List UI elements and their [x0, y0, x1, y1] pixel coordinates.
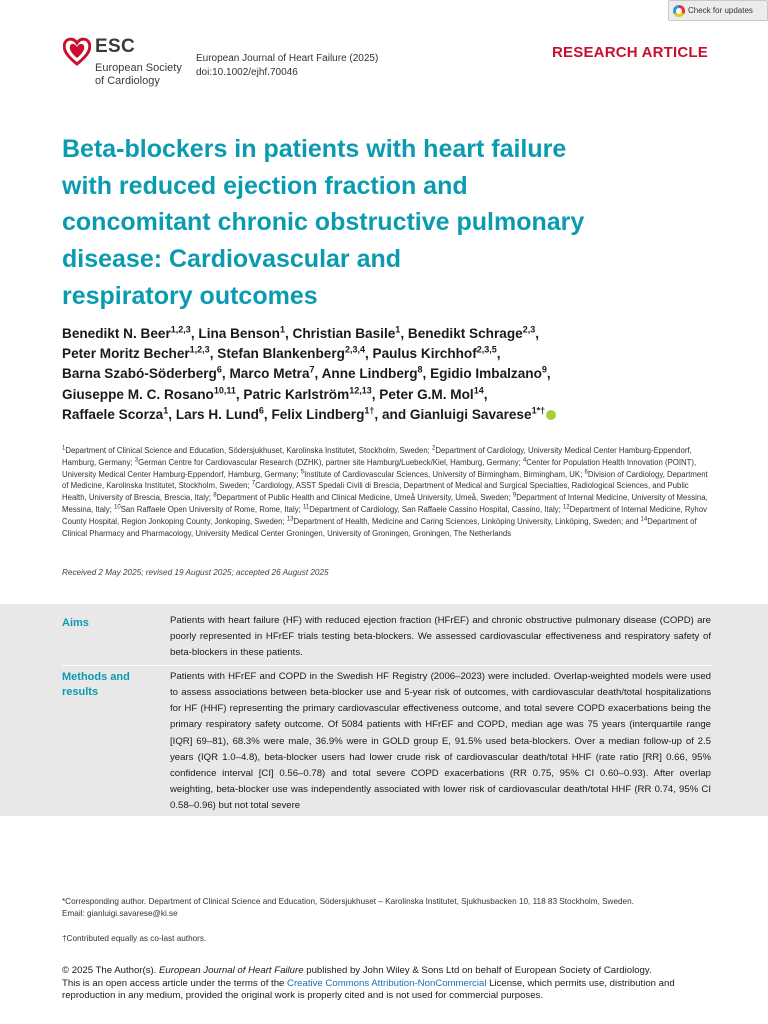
license-link[interactable]: Creative Commons Attribution-NonCommercial: [287, 977, 487, 989]
methods-text: Patients with HFrEF and COPD in the Swedish HF Registry (2006–2023) were included. Overlap-weighted models were used to assess associations between beta-blocker use and 5-year risk of outcomes, with cardiovascular death/total hospitalizations for HF (HHF) representing the primary cardiovascular effectiveness outcome, and total severe COPD exacerbations being the primary respiratory safety outcome. Of 5084 patients with HFrEF and COPD, median age was 75 years (interquartile range [IQR] 69–81), 68.3% were male, 36.9% were in GOLD group E, 91.5% used beta-blockers. Over a median follow-up of 2.5 years (IQR 1.0–4.8), beta-blocker users had lower crude risk of cardiovascular death/total HHF (rate ratio [RR] 0.66, 95% confidence interval [CI] 0.56–0.78) and total severe COPD exacerbations (RR 0.75, 95% CI 0.60–0.93). After overlap weighting, beta-blocker use was independently associated with lower risk of cardiovascular death/total HHF (RR 0.74, 95% CI 0.58–0.96) but not total severe: [170, 671, 711, 812]
author-name[interactable]: Patric Karlström: [243, 386, 350, 402]
author-separator: ,: [209, 346, 218, 362]
affiliation-sup: 8: [213, 492, 217, 499]
author-line: [62, 324, 712, 344]
author-affiliation-sup: 1: [163, 405, 169, 416]
affiliations: [62, 445, 714, 539]
affiliation-sup: 3: [134, 457, 139, 464]
aims-label: Aims: [62, 617, 89, 629]
author-separator: ,: [263, 406, 272, 422]
aims-text: Patients with heart failure (HF) with reduced ejection fraction (HFrEF) and chronic obstructive pulmonary disease (COPD) are poorly represented in HFrEF trials testing beta-blockers. We assessed cardiovascular effectiveness and respiratory safety of beta-blockers in these patients.: [170, 615, 711, 659]
author-separator: ,: [400, 326, 408, 341]
author-name[interactable]: Egidio Imbalzano: [430, 366, 542, 382]
affiliation-text: Department of Cardiology, University Medical Center Hamburg-Eppendorf, Hamburg, Germany;: [62, 446, 692, 467]
affiliation-text: Department of Internal Medicine, Ryhov County Hospital, Region Jonkoping County, Jonkoping, Sweden;: [62, 504, 707, 526]
author-name[interactable]: Lars H. Lund: [175, 406, 259, 422]
author-affiliation-sup: 1,2,3: [170, 324, 191, 335]
orcid-icon[interactable]: [546, 410, 556, 420]
author-affiliation-sup: 1*†: [531, 405, 546, 416]
author-name[interactable]: Gianluigi Savarese: [409, 406, 532, 422]
author-affiliation-sup: 12,13: [349, 385, 372, 396]
author-affiliation-sup: 10,11: [213, 385, 236, 396]
author-separator: ,: [190, 326, 199, 341]
author-name[interactable]: Giuseppe M. C. Rosano: [62, 386, 214, 402]
author-affiliation-sup: 1: [279, 324, 285, 335]
affiliation-text: Institute of Cardiovascular Sciences, University of Birmingham, Birmingham, UK;: [304, 469, 585, 479]
author-name[interactable]: Barna Szabó-Söderberg: [62, 366, 217, 382]
affiliation-text: Center for Population Health Innovation (POINT), University Medical Center Hamburg-Eppendorf, Hamburg, Germany;: [62, 457, 697, 479]
author-separator: ,: [168, 406, 176, 422]
author-separator: ,: [371, 386, 380, 402]
esc-logo: [63, 36, 193, 91]
abstract-divider: [62, 665, 711, 666]
correspondence: [62, 896, 722, 919]
author-list: [62, 324, 712, 425]
author-affiliation-sup: 1: [395, 324, 401, 335]
author-affiliation-sup: 7: [309, 364, 315, 375]
author-separator: ,: [364, 346, 373, 362]
author-separator: ,: [314, 366, 322, 382]
affiliation-sup: 12: [562, 504, 570, 511]
author-name[interactable]: Benedikt N. Beer: [62, 326, 171, 341]
affiliation-sup: 10: [114, 504, 121, 511]
methods-label: Methods and results: [62, 671, 130, 698]
author-name[interactable]: Felix Lindberg: [271, 406, 365, 422]
title-line: respiratory outcomes: [62, 281, 318, 310]
author-affiliation-sup: 2,3: [522, 324, 536, 335]
affiliation-sup: 9: [512, 492, 517, 499]
author-affiliation-sup: 1,2,3: [189, 344, 210, 355]
received-dates: Received 2 May 2025; revised 19 August 2025; accepted 26 August 2025: [62, 568, 329, 577]
title-line: Beta-blockers in patients with heart failure: [62, 135, 567, 163]
author-separator: ,: [535, 326, 540, 341]
crossmark-icon: [673, 5, 685, 17]
author-separator: ,: [422, 366, 431, 382]
logo-org-line1: European Society: [95, 62, 182, 74]
author-name[interactable]: Stefan Blankenberg: [217, 346, 345, 362]
author-separator: ,: [496, 346, 501, 362]
article-type: RESEARCH ARTICLE: [552, 44, 708, 61]
author-affiliation-sup: 2,3,4: [344, 344, 365, 355]
heart-logo-icon: [63, 36, 91, 66]
author-name[interactable]: Benedikt Schrage: [407, 326, 523, 341]
copyright-mid: published by John Wiley & Sons Ltd on behalf of European Society of Cardiology.: [303, 965, 652, 976]
author-name[interactable]: Anne Lindberg: [321, 366, 418, 382]
author-name[interactable]: Peter G.M. Mol: [379, 386, 474, 402]
author-separator: , and: [374, 406, 410, 422]
correspondence-email[interactable]: Email: gianluigi.savarese@ki.se: [62, 908, 178, 918]
journal-info: [196, 52, 378, 80]
author-separator: ,: [221, 366, 230, 382]
affiliation-text: German Centre for Cardiovascular Research (DZHK), partner site Hamburg/Luebeck/Kiel, Hamburg, Germany;: [138, 457, 523, 467]
author-affiliation-sup: 9: [541, 364, 547, 375]
author-separator: ,: [284, 326, 293, 341]
abstract-panel: [0, 604, 768, 816]
check-for-updates-label: Check for updates: [688, 6, 753, 15]
check-for-updates-button[interactable]: [668, 0, 768, 21]
author-affiliation-sup: 8: [417, 364, 423, 375]
author-separator: ,: [546, 366, 551, 382]
author-name[interactable]: Marco Metra: [229, 366, 310, 382]
title-line: concomitant chronic obstructive pulmonary: [62, 208, 585, 237]
author-affiliation-sup: 14: [473, 385, 484, 396]
author-line: [62, 405, 712, 425]
copyright-notice: [62, 965, 722, 1003]
author-line: [62, 364, 712, 384]
affiliation-text: Department of Cardiology, San Raffaele Cassino Hospital, Cassino, Italy;: [309, 504, 563, 514]
copyright-journal: European Journal of Heart Failure: [159, 965, 304, 976]
author-name[interactable]: Peter Moritz Becher: [62, 346, 190, 362]
affiliation-sup: 6: [584, 469, 588, 475]
author-affiliation-sup: 6: [258, 405, 264, 416]
affiliation-text: Department of Internal Medicine, University of Messina, Messina, Italy;: [62, 493, 708, 514]
affiliation-text: Department of Health, Medicine and Caring Sciences, Linköping University, Linköping, Sweden; and: [293, 516, 641, 526]
affiliation-sup: 14: [640, 516, 648, 523]
title-line: disease: Cardiovascular and: [62, 245, 402, 274]
license-intro: This is an open access article under the terms of the: [62, 977, 288, 989]
license-terms: License, which permits use, distribution and reproduction in any medium, provided the original work is properly cited and is not used for commercial purposes.: [62, 977, 675, 1002]
logo-org-line2: of Cardiology: [95, 75, 160, 87]
article-title: [62, 131, 712, 315]
affiliation-sup: 11: [303, 504, 310, 511]
author-name[interactable]: Raffaele Scorza: [62, 406, 164, 422]
author-name[interactable]: Paulus Kirchhof: [372, 346, 477, 362]
author-line: [62, 385, 712, 405]
correspondence-address: *Corresponding author. Department of Clinical Science and Education, Södersjukhuset – Karolinska Institutet, Sjukhusbacken 10, 118 83 Stockholm, Sweden.: [62, 897, 634, 906]
affiliation-text: Department of Public Health and Clinical Medicine, Umeå University, Umeå, Sweden;: [216, 493, 513, 503]
title-line: with reduced ejection fraction and: [62, 171, 468, 200]
affiliation-sup: 1: [62, 445, 66, 452]
affiliation-text: Cardiology, ASST Spedali Civili di Brescia, Department of Medical and Surgical Specialties, Radiological Sciences, and Public Health, University of Brescia, Brescia, Italy;: [62, 481, 689, 503]
journal-name: European Journal of Heart Failure (2025): [196, 53, 379, 64]
affiliation-sup: 5: [300, 469, 305, 475]
logo-abbr: ESC: [95, 36, 135, 57]
journal-doi[interactable]: doi:10.1002/ejhf.70046: [196, 67, 298, 78]
author-name[interactable]: Christian Basile: [292, 326, 396, 341]
affiliation-sup: 13: [286, 516, 294, 523]
affiliation-sup: 7: [251, 480, 256, 487]
affiliation-text: San Raffaele Open University of Rome, Rome, Italy;: [120, 504, 303, 514]
affiliation-text: Division of Cardiology, Department of Medicine, Karolinska Institutet, Stockholm, Sweden;: [62, 469, 708, 491]
author-affiliation-sup: 2,3,5: [476, 344, 497, 355]
author-line: [62, 344, 712, 364]
author-affiliation-sup: 6: [216, 364, 222, 375]
author-separator: ,: [483, 386, 488, 402]
author-separator: ,: [235, 386, 244, 402]
affiliation-text: Department of Clinical Pharmacy and Pharmacology, University Medical Center Groningen, University of Groningen, Groningen, The Netherlands: [62, 516, 697, 538]
author-name[interactable]: Lina Benson: [198, 326, 280, 341]
affiliation-sup: 4: [522, 457, 527, 464]
affiliation-text: Department of Clinical Science and Education, Södersjukhuset, Karolinska Institutet, Stockholm, Sweden;: [65, 446, 432, 455]
author-affiliation-sup: 1†: [364, 405, 375, 416]
copyright-prefix: © 2025 The Author(s).: [62, 965, 160, 976]
affiliation-sup: 2: [432, 445, 436, 452]
contribution-note: †Contributed equally as co-last authors.: [62, 934, 207, 943]
